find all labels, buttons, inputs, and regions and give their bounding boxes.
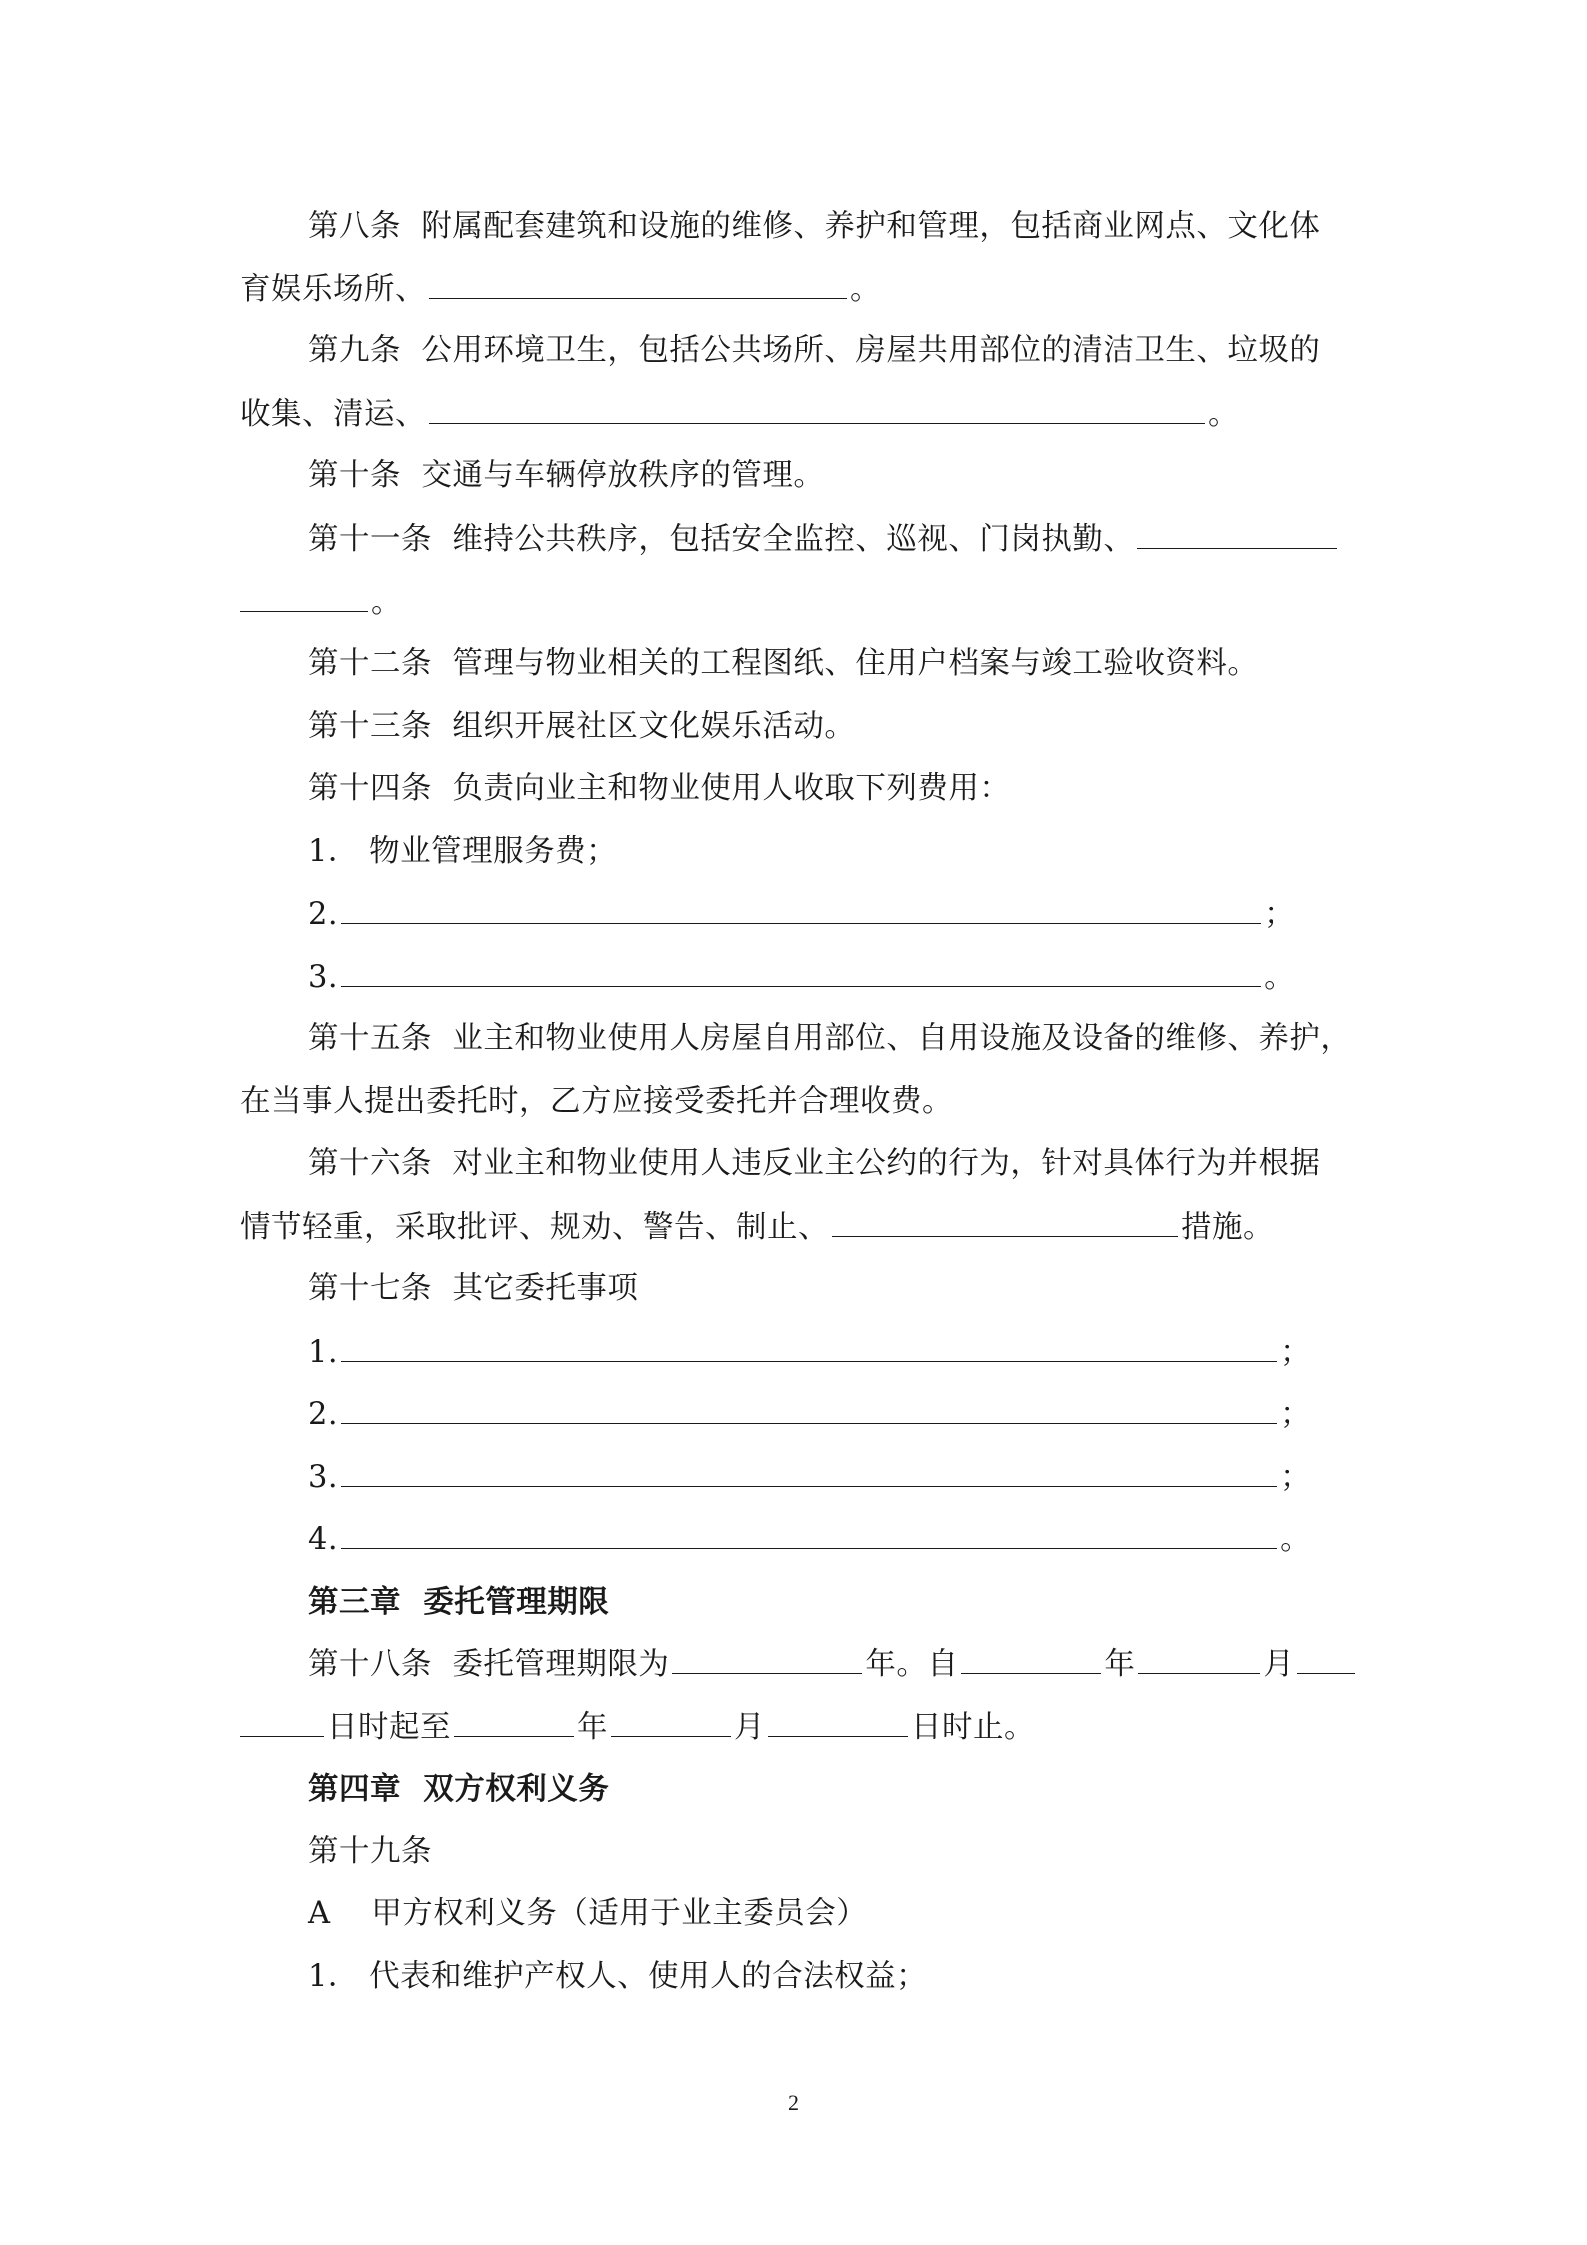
article-text: 年: [1104, 1647, 1136, 1682]
article-text: 业主和物业使用人房屋自用部位、自用设施及设备的维修、养护，: [452, 1021, 1352, 1056]
blank-line: [1297, 1645, 1355, 1674]
item-number: 1．: [308, 834, 359, 869]
article-text: 育娱乐场所、: [240, 272, 426, 307]
article-10: [308, 457, 824, 495]
article-number: 第十七条: [308, 1271, 432, 1306]
list-item: [308, 1458, 1311, 1497]
blank-line: [240, 1708, 324, 1737]
article-text: 其它委托事项: [452, 1271, 639, 1306]
blank-line: [341, 958, 1261, 987]
article-text: 在当事人提出委托时，乙方应接受委托并合理收费。: [240, 1084, 953, 1119]
chapter-heading: [308, 1770, 609, 1808]
blank-line: [341, 1333, 1277, 1362]
article-text: 负责向业主和物业使用人收取下列费用：: [452, 771, 1011, 806]
article-text: 日时止。: [911, 1710, 1035, 1745]
blank-line: [341, 895, 1261, 924]
list-item: [308, 958, 1295, 997]
article-text: 对业主和物业使用人违反业主公约的行为，针对具体行为并根据: [452, 1146, 1321, 1181]
blank-line: [611, 1708, 731, 1737]
article-number: 第八条: [308, 209, 401, 244]
punctuation: ；: [1280, 1397, 1312, 1432]
article-number: 第十五条: [308, 1021, 432, 1056]
blank-line: [341, 1395, 1277, 1424]
article-text: 委托管理期限为: [452, 1647, 670, 1682]
blank-line: [832, 1208, 1178, 1237]
article-18: [308, 1645, 1358, 1684]
list-item: [308, 1395, 1311, 1434]
article-19: [308, 1833, 432, 1871]
chapter-title: 双方权利义务: [423, 1771, 610, 1807]
article-13: [308, 708, 855, 746]
article-14: [308, 770, 1010, 808]
blank-line: [1137, 520, 1337, 549]
item-number: 2.: [308, 897, 339, 932]
list-item: [308, 895, 1295, 934]
punctuation: 。: [1208, 397, 1239, 432]
item-number: 3.: [308, 960, 339, 995]
blank-line: [240, 583, 368, 612]
article-9-continuation: [240, 395, 1239, 434]
article-number: 第十六条: [308, 1146, 432, 1181]
chapter-title: 委托管理期限: [423, 1584, 610, 1620]
list-item: [308, 1520, 1311, 1559]
blank-line: [1138, 1645, 1260, 1674]
punctuation: ；: [1280, 1460, 1312, 1495]
article-9: [308, 332, 1320, 370]
article-text: 月: [734, 1710, 765, 1745]
article-15-continuation: [240, 1083, 953, 1121]
blank-line: [672, 1645, 862, 1674]
item-number: 3.: [308, 1460, 339, 1495]
article-text: 公用环境卫生，包括公共场所、房屋共用部位的清洁卫生、垃圾的: [421, 333, 1321, 368]
article-15: [308, 1020, 1351, 1058]
item-number: 1.: [308, 1335, 339, 1370]
article-8: [308, 208, 1320, 246]
article-number: 第十二条: [308, 646, 432, 681]
article-text: 组织开展社区文化娱乐活动。: [452, 709, 856, 744]
punctuation: 。: [850, 272, 881, 307]
page-number: 2: [788, 2090, 799, 2115]
list-item: [308, 1958, 927, 1996]
blank-line: [454, 1708, 574, 1737]
punctuation: 。: [1264, 960, 1296, 995]
article-text: 情节轻重，采取批评、规劝、警告、制止、: [240, 1210, 829, 1245]
article-text: 附属配套建筑和设施的维修、养护和管理，包括商业网点、文化体: [421, 209, 1321, 244]
article-text: 管理与物业相关的工程图纸、住用户档案与竣工验收资料。: [452, 646, 1259, 681]
item-number: 2.: [308, 1397, 339, 1432]
article-number: 第十条: [308, 458, 401, 493]
chapter-number: 第四章: [308, 1771, 401, 1807]
blank-line: [341, 1520, 1277, 1549]
punctuation: ；: [1280, 1335, 1312, 1370]
section-label: A: [308, 1896, 331, 1931]
blank-line: [429, 395, 1205, 424]
section-text: 甲方权利义务（适用于业主委员会）: [371, 1896, 868, 1931]
article-text: 年: [577, 1710, 608, 1745]
article-number: 第十四条: [308, 771, 432, 806]
list-item: [308, 1333, 1311, 1372]
article-16: [308, 1145, 1320, 1183]
punctuation: 。: [371, 585, 402, 620]
item-number: 1．: [308, 1959, 359, 1994]
article-text: 交通与车辆停放秩序的管理。: [421, 458, 825, 493]
blank-line: [429, 270, 847, 299]
article-text: 月: [1263, 1647, 1295, 1682]
article-18-continuation: [240, 1708, 1035, 1747]
article-number: 第十三条: [308, 709, 432, 744]
chapter-heading: [308, 1583, 609, 1621]
list-item: [308, 833, 617, 871]
article-text: 维持公共秩序，包括安全监控、巡视、门岗执勤、: [452, 522, 1135, 557]
article-number: 第九条: [308, 333, 401, 368]
blank-line: [768, 1708, 908, 1737]
article-11: [308, 520, 1340, 559]
chapter-number: 第三章: [308, 1584, 401, 1620]
article-11-continuation: [240, 583, 402, 622]
article-12: [308, 645, 1258, 683]
item-text: 代表和维护产权人、使用人的合法权益；: [369, 1959, 928, 1994]
article-number: 第十八条: [308, 1647, 432, 1682]
article-8-continuation: [240, 270, 881, 309]
article-number: 第十一条: [308, 522, 432, 557]
article-text: 措施。: [1181, 1210, 1274, 1245]
punctuation: 。: [1280, 1522, 1312, 1557]
article-text: 收集、清运、: [240, 397, 426, 432]
section-a: [308, 1895, 867, 1933]
blank-line: [341, 1458, 1277, 1487]
blank-line: [961, 1645, 1101, 1674]
item-text: 物业管理服务费；: [369, 834, 618, 869]
item-number: 4.: [308, 1522, 339, 1557]
article-text: 年。自: [865, 1647, 959, 1682]
article-16-continuation: [240, 1208, 1274, 1247]
punctuation: ；: [1264, 897, 1296, 932]
article-number: 第十九条: [308, 1834, 432, 1869]
article-17: [308, 1270, 638, 1308]
article-text: 日时起至: [327, 1710, 451, 1745]
